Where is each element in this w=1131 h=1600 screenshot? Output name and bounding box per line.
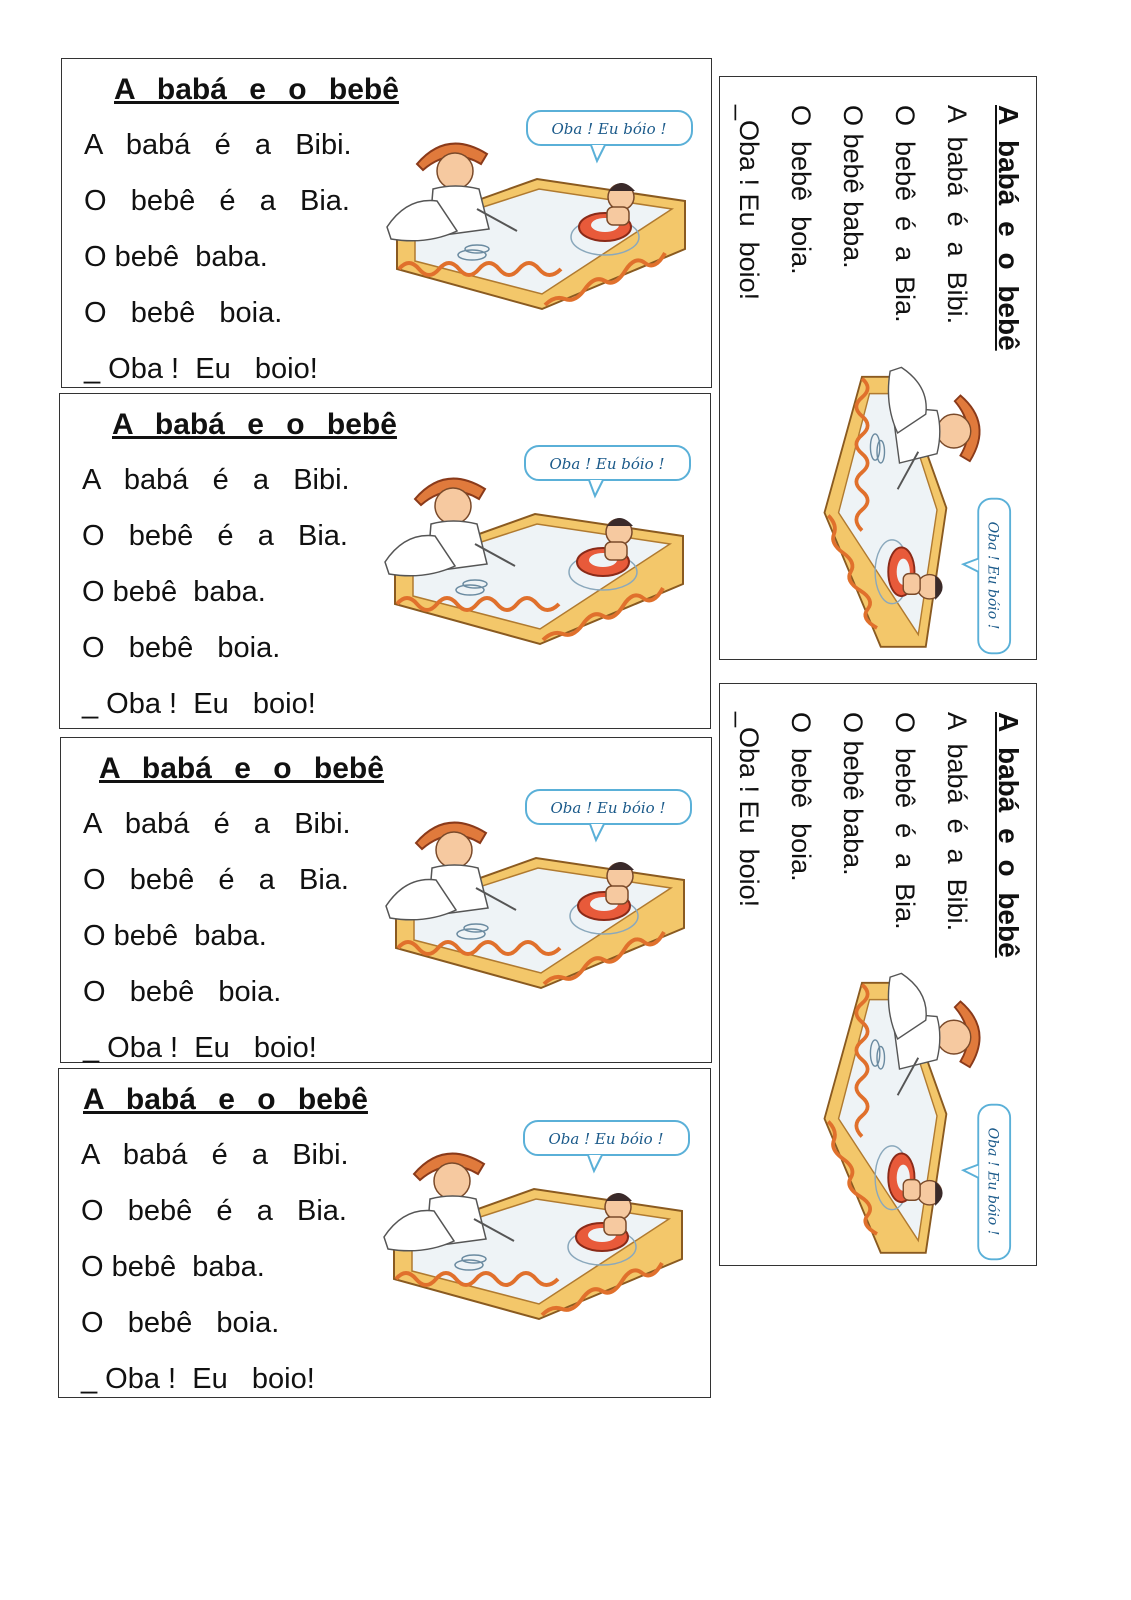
story-card-rotated-2 [719,683,1037,1266]
story-line-1: A babá é a Bibi. [942,105,972,325]
story-line-3: O bebê baba. [82,576,266,608]
nanny-baby-pool-illustration [375,444,695,684]
story-title: A babá e o bebê [993,105,1024,351]
story-line-1: A babá é a Bibi. [81,1139,349,1171]
story-line-4: O bebê boia. [786,712,816,882]
story-line-4: O bebê boia. [81,1307,280,1339]
story-line-2: O bebê é a Bia. [82,520,348,552]
story-line-4: O bebê boia. [83,976,282,1008]
speech-bubble-text: Oba ! Eu bóio ! [550,799,666,817]
speech-bubble-text: Oba ! Eu bóio ! [551,120,667,138]
story-line-1: A babá é a Bibi. [83,808,351,840]
nanny-baby-pool-illustration [377,109,697,349]
story-card-1 [61,58,712,388]
speech-bubble [963,1105,1010,1260]
story-title: A babá e o bebê [114,73,399,106]
story-line-4: O bebê boia. [786,105,816,275]
story-line-2: O bebê é a Bia. [84,185,350,217]
speech-bubble [963,499,1010,654]
story-card-2 [59,393,711,729]
story-card-3 [60,737,712,1063]
story-title: A babá e o bebê [83,1083,368,1116]
story-line-4: O bebê boia. [82,632,281,664]
story-line-3: O bebê baba. [838,105,868,269]
story-line-4: O bebê boia. [84,297,283,329]
story-line-3: O bebê baba. [83,920,267,952]
speech-bubble [524,1121,689,1171]
story-line-2: O bebê é a Bia. [890,105,920,323]
story-line-5: _Oba ! Eu boio! [734,712,764,908]
speech-bubble [527,111,692,161]
speech-bubble-text: Oba ! Eu bóio ! [548,1130,664,1148]
story-line-5: _ Oba ! Eu boio! [83,1032,317,1064]
speech-bubble [525,446,690,496]
story-line-5: _ Oba ! Eu boio! [84,353,318,385]
story-title: A babá e o bebê [993,712,1024,958]
nanny-baby-pool-illustration [376,788,696,1028]
story-card-4 [58,1068,711,1398]
speech-bubble-text: Oba ! Eu bóio ! [984,521,1001,630]
story-line-2: O bebê é a Bia. [81,1195,347,1227]
speech-bubble-text: Oba ! Eu bóio ! [549,455,665,473]
story-line-5: _Oba ! Eu boio! [734,105,764,301]
story-card-rotated-1 [719,76,1037,660]
story-line-3: O bebê baba. [838,712,868,876]
story-title: A babá e o bebê [99,752,384,785]
story-line-2: O bebê é a Bia. [83,864,349,896]
story-line-5: _ Oba ! Eu boio! [82,688,316,720]
speech-bubble [526,790,691,840]
speech-bubble-text: Oba ! Eu bóio ! [984,1127,1001,1236]
nanny-baby-pool-illustration [374,1119,694,1359]
story-title: A babá e o bebê [112,408,397,441]
story-line-1: A babá é a Bibi. [942,712,972,932]
story-line-3: O bebê baba. [81,1251,265,1283]
story-line-2: O bebê é a Bia. [890,712,920,930]
story-line-5: _ Oba ! Eu boio! [81,1363,315,1395]
story-line-3: O bebê baba. [84,241,268,273]
story-line-1: A babá é a Bibi. [82,464,350,496]
nanny-baby-pool-illustration [787,358,1012,658]
story-line-1: A babá é a Bibi. [84,129,352,161]
nanny-baby-pool-illustration [787,964,1012,1264]
